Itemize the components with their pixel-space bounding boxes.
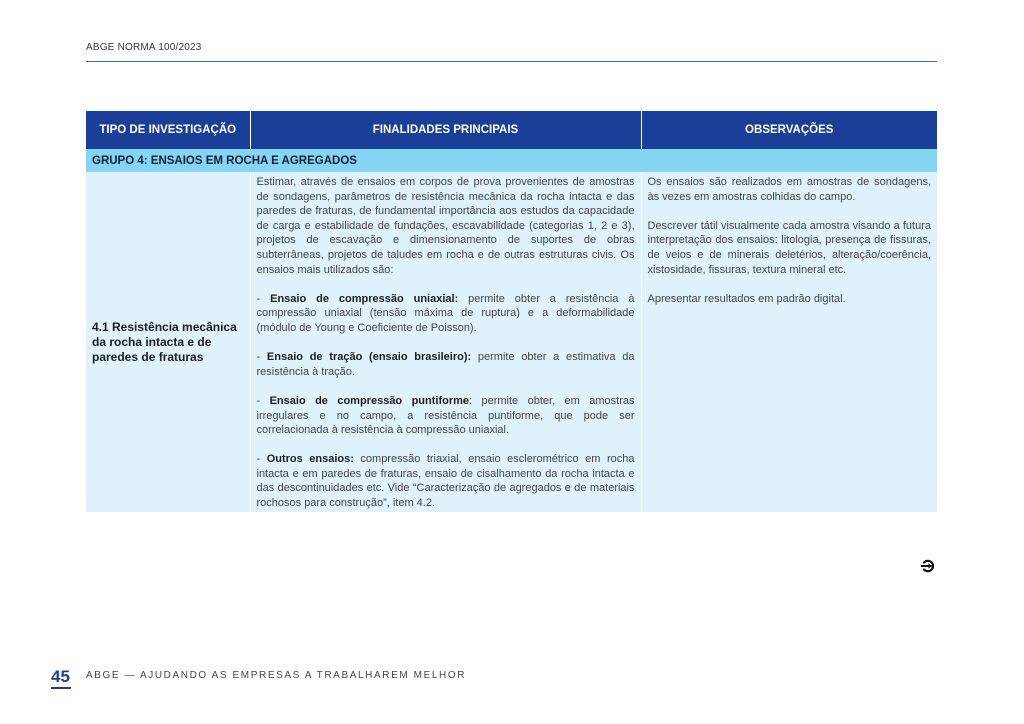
group-title: GRUPO 4: ENSAIOS EM ROCHA E AGREGADOS [86,149,937,172]
finalidades-cell [250,172,641,512]
group-row [86,149,937,172]
test-item-puntiforme: - Ensaio de compressão puntiforme: permite obter, em amostras irregulares e no campo, a resistência puntiforme, que pode ser correlacionada à resistência à compressão uniaxial. [256,394,635,437]
investigation-table [86,111,937,512]
observacao-paragraph: Os ensaios são realizados em amostras de sondagens, às vezes em amostras colhidas do campo. [647,176,931,203]
continue-arrow-icon [921,559,937,573]
test-item-uniaxial: - Ensaio de compressão uniaxial: permite obter a resistência à compressão uniaxial (tensão máxima de ruptura) e a deformabilidade (módulo de Young e Coeficiente de Poisson). [256,292,635,334]
test-item-outros: - Outros ensaios: compressão triaxial, ensaio esclerométrico em rocha intacta e em paredes de fraturas, ensaio de cisalhamento da rocha intacta e das descontinuidades etc. Vide “Caracterização de agregados e de materiais rochosos para construção”, item 4.2. [256,453,635,510]
document-header: ABGE NORMA 100/2023 [86,42,202,53]
footer-tagline: ABGE — AJUDANDO AS EMPRESAS A TRABALHAREM MELHOR [86,670,467,681]
observacao-paragraph: Descrever tátil visualmente cada amostra visando a futura interpretação dos ensaios: litologia, presença de fissuras, de veios e de minerais deletérios, alteração/coerência, xistosidade, fissuras, textura mineral etc. [647,219,931,276]
test-term: Outros ensaios: [266,453,354,466]
investigation-type-cell: 4.1 Resistência mecânica da rocha intacta e de paredes de fraturas [86,172,250,512]
test-term: Ensaio de tração (ensaio brasileiro): [266,351,472,364]
table-row [86,172,937,512]
test-term: Ensaio de compressão puntiforme [269,394,470,407]
page-number: 45 [51,667,70,686]
test-term: Ensaio de compressão uniaxial: [270,292,459,305]
column-header-finalidades: FINALIDADES PRINCIPAIS [250,111,641,149]
finalidades-intro: Estimar, através de ensaios em corpos de prova provenientes de amostras de sondagens, parâmetros de resistência mecânica da rocha intacta e das paredes de fraturas, de fundamental importância aos estudos da capacidade de carga e estabilidade de fundações, escavabilidade (categorias 1, 2 e 3), projetos de escavação e dimensionamento de suportes de obras subterrâneas, projetos de taludes em rocha e de outras estruturas civis. Os ensaios mais utilizados são: [256,176,635,276]
page-number-underline [51,687,71,689]
table-header-row [86,111,937,149]
column-header-type: TIPO DE INVESTIGAÇÃO [86,111,250,149]
header-divider [86,61,937,62]
observacoes-cell [641,172,937,512]
test-item-tracao: - Ensaio de tração (ensaio brasileiro): permite obter a estimativa da resistência à tração. [256,351,635,378]
observacao-paragraph: Apresentar resultados em padrão digital. [647,292,846,305]
column-header-observacoes: OBSERVAÇÕES [641,111,937,149]
